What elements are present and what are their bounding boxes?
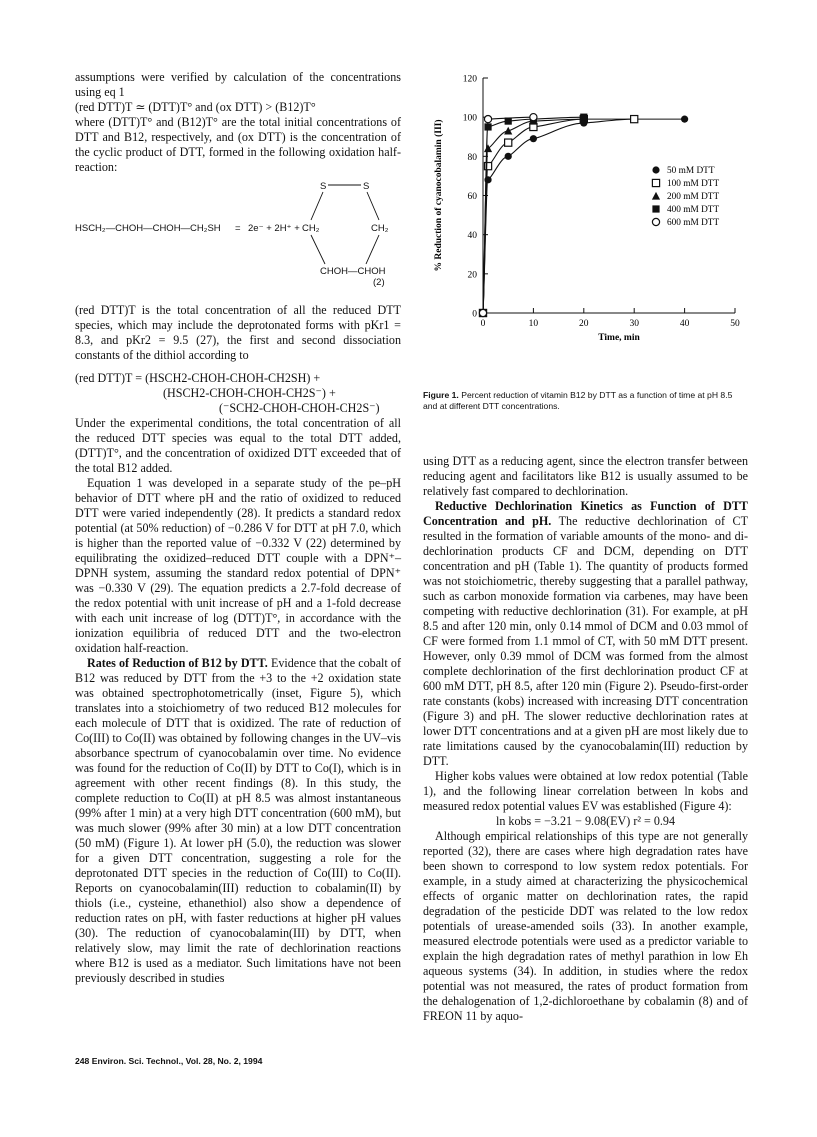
y-tick-label: 40 (467, 231, 477, 242)
data-point (505, 139, 512, 146)
ring-sulfur-left: S (320, 181, 327, 192)
reaction-equals: = (235, 223, 241, 234)
paragraph: Under the experimental conditions, the total concentration of all the reduced DTT species was equal to the total DTT added, (DTT)T°, and the concentration of oxidized DTT exceeded that of the total B12 added. (75, 416, 401, 475)
equation-4: ln kobs = −3.21 − 9.08(EV) r² = 0.94 (495, 814, 676, 828)
paragraph-with-heading (75, 656, 401, 986)
legend-label: 400 mM DTT (667, 205, 720, 215)
series-line-3 (483, 119, 584, 313)
data-point (484, 123, 491, 130)
paragraph: assumptions were verified by calculation of the concentrations using eq 1 (75, 70, 401, 99)
x-tick-label: 40 (679, 319, 690, 329)
left-column (75, 70, 401, 986)
figure-1-chart (423, 70, 753, 385)
line-chart (423, 70, 753, 385)
caption-label: Figure 1. (423, 390, 459, 400)
paragraph-text: Evidence that the cobalt of B12 was reduced by DTT from the +3 to the +2 oxidation state was obtained spectrophotometrically (inset, Figure 5), which translates into a stoichiometry of two reduced B12 molecules for each molecule of DTT that is oxidized. The rate of reduction of Co(III) to Co(II) was obtained by following changes in the UV–vis absorbance spectrum of cyanocobalamin over time. No evidence was found for the reduction of Co(II) by DTT to Co(I), which is in agreement with other recent findings (8). In this study, the complete reduction to Co(II) at pH 8.5 was almost instantaneous (99% after 1 min) at a very high DTT concentration (600 mM), but was much slower (99% after 30 min) at a low DTT concentration (50 mM) (Figure 1). At lower pH (5.0), the reduction was slower for a given DTT concentration, suggesting a role for the deprotonated DTT species in the reduction of Co(III) to Co(II). Reports on cyanocobalamin(III) reduction to cobalamin(II) by thiols (i.e., cysteine, ethanethiol) also show a dependence of reduction rates on pH, with faster reductions at higher pH values (30). The reduction of cyanocobalamin(III) by DTT, when relatively slow, may limit the rate of dechlorination reactions where B12 is used as a mediator. Such limitations have not been previously described in studies (75, 656, 401, 985)
page-footer: 248 Environ. Sci. Technol., Vol. 28, No. 2, 1994 (75, 1056, 263, 1066)
legend-marker (652, 179, 659, 186)
equation-number: (2) (373, 277, 385, 288)
x-tick-label: 0 (480, 319, 486, 329)
data-point (505, 153, 512, 160)
y-tick-label: 80 (467, 152, 477, 163)
data-point (681, 116, 688, 123)
legend-marker (652, 166, 659, 173)
equation-3b: (HSCH2-CHOH-CHOH-CH2S⁻) + (163, 386, 336, 400)
data-point (580, 114, 587, 121)
legend-marker (652, 218, 659, 225)
series-line-4 (483, 117, 584, 313)
x-tick-label: 50 (730, 319, 740, 329)
equation-3c: (⁻SCH2-CHOH-CHOH-CH2S⁻) (219, 401, 380, 415)
equation-1: (red DTT)T ≃ (DTT)T° and (ox DTT) > (B12)T° (75, 100, 316, 114)
series-line-2 (483, 119, 634, 313)
ring-ch2-left: CH₂ (302, 223, 320, 234)
x-tick-label: 10 (528, 319, 539, 329)
paragraph-with-heading (423, 499, 748, 769)
data-point (530, 114, 537, 121)
y-tick-label: 20 (467, 270, 477, 281)
legend-label: 600 mM DTT (667, 218, 720, 228)
paragraph: Although empirical relationships of this type are not generally reported (32), there are cases where high degradation rates have been shown to correspond to low system redox potentials. For example, in a study aimed at characterizing the physicochemical effects of organic matter on dechlorination rates, the rapid degradation of the pesticide DDT was related to the low redox potentials of urease-amended soils (33). In another example, measured electrode potentials were used as a predictor variable to explain the high degradation rates of methyl parathion in low Eh aqueous systems (34). In addition, in studies where the redox potential was not measured, the rates of product formation from the dehalogenation of 1,2-dichloroethane by cobalamin (8) and of FREON 11 by aquo- (423, 829, 748, 1023)
section-heading: Rates of Reduction of B12 by DTT. (87, 656, 268, 670)
reaction-lhs: HSCH₂—CHOH—CHOH—CH₂SH (75, 223, 221, 234)
equation-3a: (red DTT)T = (HSCH2-CHOH-CHOH-CH2SH) + (75, 371, 321, 385)
right-column (423, 454, 748, 1024)
legend-marker (652, 192, 660, 200)
legend-label: 200 mM DTT (667, 192, 720, 202)
caption-text: Percent reduction of vitamin B12 by DTT as a function of time at pH 8.5 and at different DTT concentrations. (423, 390, 733, 411)
figure-1-caption (423, 390, 748, 411)
paragraph-text: The reductive dechlorination of CT resulted in the formation of variable amounts of the mono- and di-dechlorination products CF and DCM, depending on DTT concentration and pH (Table 1). The quantity of products formed was not stoichiometric, thereby suggesting that a parallel pathway, such as carbon monoxide formation via carbenes, may have been competing with reductive dechlorination (31). For example, at pH 8.5 and after 120 min, only 0.14 mmol of DCM and 0.03 mmol of CF were formed from 1.1 mmol of CT, with 50 mM DTT present. However, only 0.39 mmol of DCM was formed from the almost complete dechlorination of the first dechlorination product CF at 600 mM DTT, pH 8.5, after 120 min (Figure 2). Pseudo-first-order rate constants (kobs) increased with increasing DTT concentration (Figure 3) and pH. The slower reductive dechlorination rates at lower DTT concentrations and at a given pH are most likely due to rate limitations caused by the cyanocobalamin(III) reduction by DTT. (423, 514, 748, 768)
paragraph: Equation 1 was developed in a separate study of the pe–pH behavior of DTT where pH and the ratio of oxidized to reduced DTT were varied independently (28). It predicts a standard redox potential (at 50% reduction) of −0.286 V for DTT at pH 7.0, which is higher than the reported value of −0.332 V (22) determined by equilibrating the oxidized–reduced DTT couple with a DPN⁺–DPNH system, assuming the standard redox potential of DPN⁺ was −0.330 V (29). The equation predicts a 2.7-fold decrease of the redox potential with unit increase of pH and a 1-fold decrease with each unit increase of log (DTT)T°, in accordance with the ionization equilibria of reduced DTT and the two-electron oxidation half-reaction. (75, 476, 401, 655)
legend-label: 100 mM DTT (667, 179, 720, 189)
ring-bonds (311, 185, 379, 264)
y-axis-label: % Reduction of cyanocobalamin (III) (434, 119, 444, 272)
paragraph: Higher kobs values were obtained at low redox potential (Table 1), and the following linear correlation between ln kobs and measured redox potential values EV was established (Figure 4): (423, 769, 748, 813)
data-point (530, 135, 537, 142)
legend-label: 50 mM DTT (667, 166, 715, 176)
legend-marker (652, 205, 659, 212)
reaction-mid: 2e⁻ + 2H⁺ + (248, 223, 300, 234)
x-tick-label: 20 (579, 319, 589, 329)
y-tick-label: 100 (462, 113, 477, 124)
paragraph: using DTT as a reducing agent, since the electron transfer between reducing agent and facilitators like B12 is usually assumed to be relatively fast compared to dechlorination. (423, 454, 748, 498)
ring-bottom: CHOH—CHOH (320, 266, 386, 277)
ring-sulfur-right: S (363, 181, 370, 192)
y-tick-label: 120 (462, 74, 477, 85)
y-tick-label: 60 (467, 192, 477, 202)
data-point (479, 309, 486, 316)
data-point (631, 116, 638, 123)
y-tick-label: 0 (472, 309, 477, 320)
x-tick-label: 30 (629, 319, 639, 329)
data-point (484, 116, 491, 123)
paragraph: where (DTT)T° and (B12)T° are the total initial concentrations of DTT and B12, respectively, and (ox DTT) is the concentration of the cyclic product of DTT, formed in the following oxidation half-reaction: (75, 115, 401, 174)
reaction-scheme (75, 179, 401, 297)
paragraph: (red DTT)T is the total concentration of all the reduced DTT species, which may include the deprotonated forms with pKr1 = 8.3, and pKr2 = 9.5 (27), the first and second dissociation constants of the dithiol according to (75, 303, 401, 362)
ring-ch2-right: CH₂ (371, 223, 389, 234)
data-point (484, 163, 491, 170)
section-heading: Reductive Dechlorination Kinetics as Function of DTT Concentration and pH. (423, 499, 748, 528)
reaction-structure (73, 179, 403, 297)
x-axis-label: Time, min (598, 333, 640, 343)
series-line-1 (483, 119, 685, 313)
data-point (504, 127, 512, 135)
